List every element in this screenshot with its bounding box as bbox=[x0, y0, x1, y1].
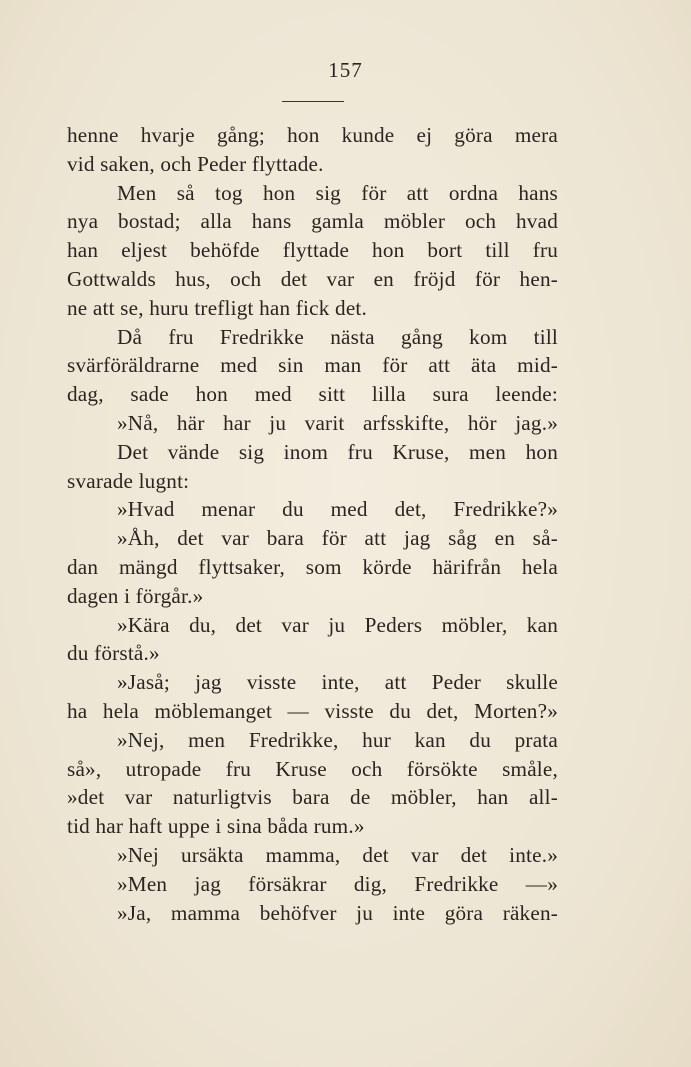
text-line: Men så tog hon sig för att ordna hans bbox=[117, 180, 558, 205]
header-rule bbox=[282, 101, 344, 102]
text-line: »Hvad menar du med det, Fredrikke?» bbox=[117, 497, 558, 522]
page-number: 157 bbox=[328, 58, 363, 82]
text-line: vid saken, och Peder flyttade. bbox=[67, 151, 324, 176]
text-line: »Ja, mamma behöfver ju inte göra räken- bbox=[117, 900, 558, 925]
text-line: svärföräldrarne med sin man för att äta mid- bbox=[67, 353, 558, 378]
text-line: Det vände sig inom fru Kruse, men hon bbox=[117, 439, 558, 464]
text-line: du förstå.» bbox=[67, 641, 160, 666]
text-line: han eljest behöfde flyttade hon bort till fru bbox=[67, 238, 558, 263]
text-line: dagen i förgår.» bbox=[67, 583, 204, 608]
text-line: »Nå, här har ju varit arfsskifte, hör jag.» bbox=[117, 410, 558, 435]
text-line: Gottwalds hus, och det var en fröjd för hen- bbox=[67, 266, 558, 291]
text-line: »Men jag försäkrar dig, Fredrikke —» bbox=[117, 871, 558, 896]
text-line: ne att se, huru trefligt han fick det. bbox=[67, 295, 368, 320]
text-line: så», utropade fru Kruse och försökte småle, bbox=[67, 756, 558, 781]
text-line: svarade lugnt: bbox=[67, 468, 190, 493]
text-line: Då fru Fredrikke nästa gång kom till bbox=[117, 324, 558, 349]
text-line: »det var naturligtvis bara de möbler, han all- bbox=[67, 785, 558, 810]
body-text bbox=[67, 121, 558, 927]
text-line: »Åh, det var bara för att jag såg en så- bbox=[117, 526, 558, 551]
text-line: »Jaså; jag visste inte, att Peder skulle bbox=[117, 670, 558, 695]
text-line: nya bostad; alla hans gamla möbler och hvad bbox=[67, 209, 558, 234]
text-line: »Nej, men Fredrikke, hur kan du prata bbox=[117, 727, 558, 752]
text-line: dan mängd flyttsaker, som körde härifrån hela bbox=[67, 554, 558, 579]
text-line: tid har haft uppe i sina båda rum.» bbox=[67, 814, 365, 839]
text-line: dag, sade hon med sitt lilla sura leende: bbox=[67, 382, 558, 407]
text-line: »Nej ursäkta mamma, det var det inte.» bbox=[117, 842, 558, 867]
text-line: ha hela möblemanget — visste du det, Morten?» bbox=[67, 698, 558, 723]
text-line: henne hvarje gång; hon kunde ej göra mera bbox=[67, 123, 558, 147]
text-line: »Kära du, det var ju Peders möbler, kan bbox=[117, 612, 558, 637]
